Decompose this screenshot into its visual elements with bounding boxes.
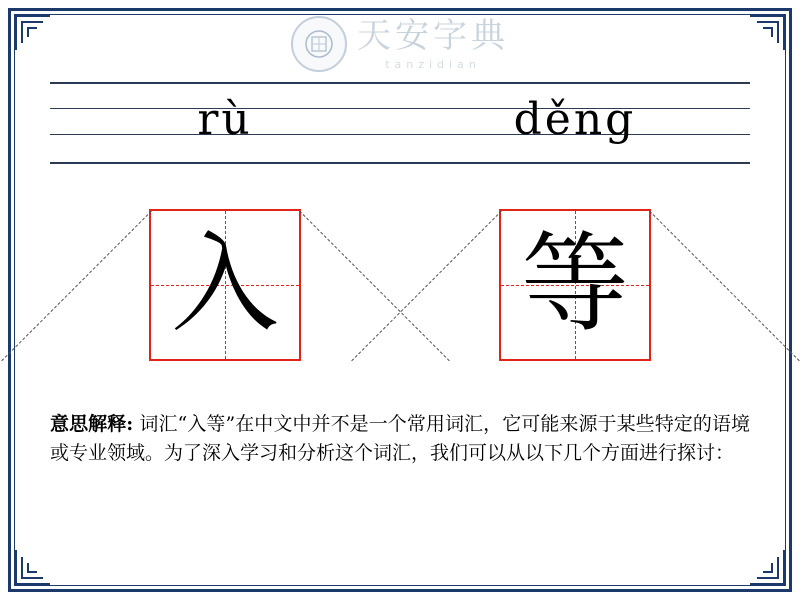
tianzige-box <box>499 209 651 361</box>
seal-icon <box>291 16 347 72</box>
corner-ornament-bottom-right <box>750 550 786 586</box>
tianzige-box <box>149 209 301 361</box>
explanation-label: 意思解释: <box>50 413 134 435</box>
logo-subtitle: tanzidian <box>385 57 481 71</box>
character-grid-row <box>50 205 750 365</box>
explanation-text: 词汇“入等”在中文中并不是一个常用词汇，它可能来源于某些特定的语境或专业领域。为了深入学习和分析这个词汇，我们可以从以下几个方面进行探讨： <box>50 413 751 464</box>
site-logo <box>0 16 800 72</box>
logo-title: 天安字典 <box>357 15 509 56</box>
pinyin-four-line-grid <box>50 82 750 164</box>
hanzi-character: 等 <box>520 222 629 347</box>
pinyin-syllable: rù <box>197 93 253 145</box>
pinyin-syllable: děng <box>513 93 637 145</box>
explanation-paragraph <box>50 410 750 467</box>
corner-ornament-bottom-left <box>14 550 50 586</box>
hanzi-character: 入 <box>170 222 279 347</box>
